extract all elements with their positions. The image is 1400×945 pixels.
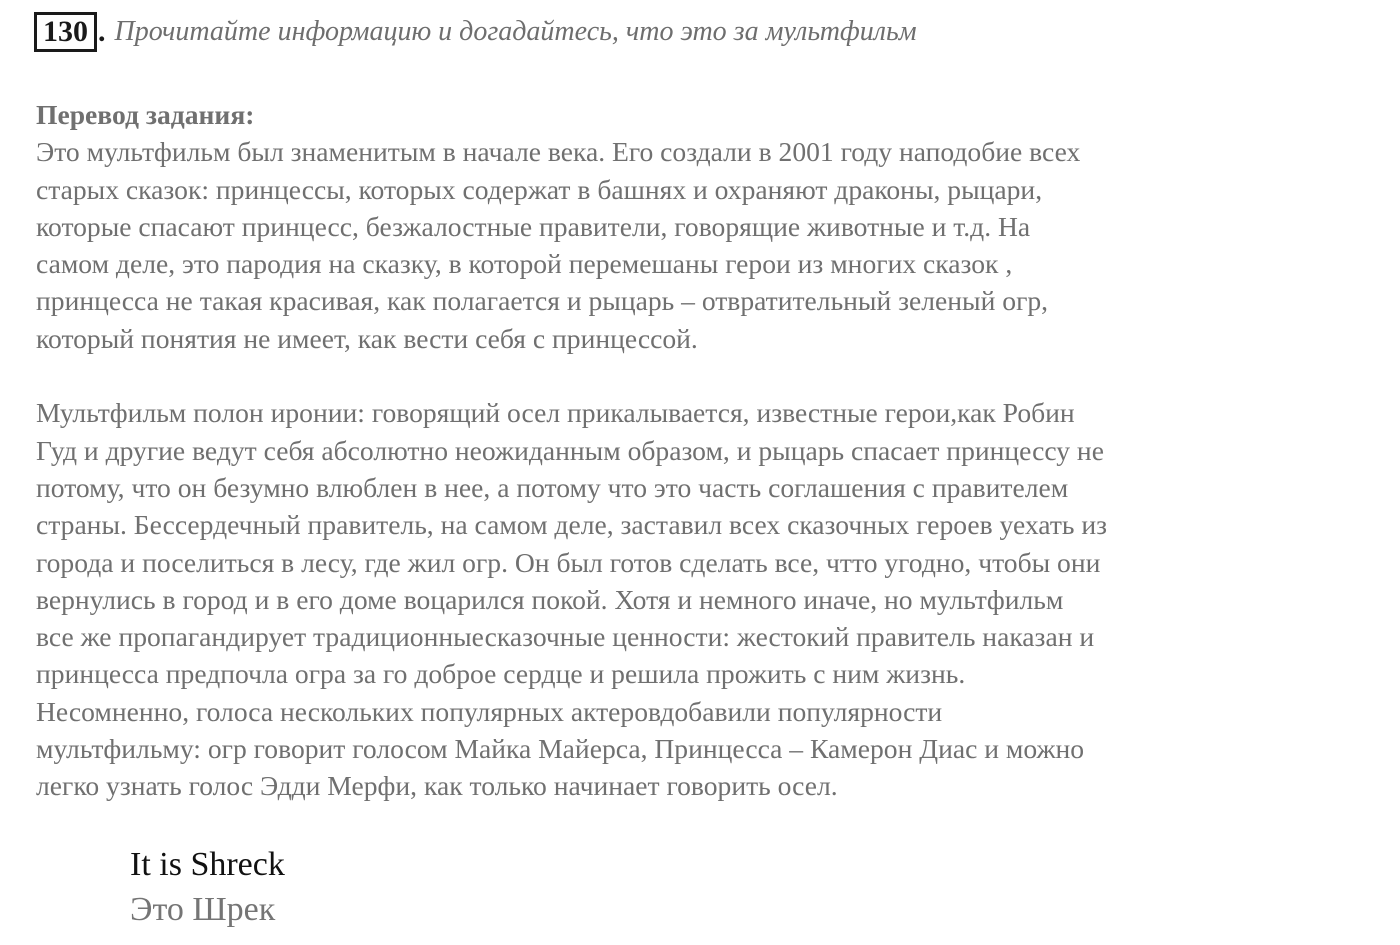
task-number-dot: . — [98, 15, 106, 48]
text-line: которые спасают принцесс, безжалостные правители, говорящие животные и т.д. На — [36, 210, 1031, 242]
text-line: потому, что он безумно влюблен в нее, а потому что это часть соглашения с правителем — [36, 471, 1069, 503]
text-line: принцесса не такая красивая, как полагается и рыцарь – отвратительный зеленый огр, — [36, 285, 1049, 317]
text-line: Гуд и другие ведут себя абсолютно неожиданным образом, и рыцарь спасает принцессу не — [36, 434, 1104, 466]
text-line: мультфильму: огр говорит голосом Майка Майерса, Принцесса – Камерон Диас и можно — [36, 733, 1085, 765]
paragraph-2 — [36, 394, 1376, 804]
text-line: города и поселиться в лесу, где жил огр. Он был готов сделать все, чтто угодно, чтобы они — [36, 546, 1101, 578]
text-line: принцесса предпочла огра за го доброе сердце и решила прожить с ним жизнь. — [36, 658, 966, 690]
task-number-box: 130 — [34, 12, 97, 52]
text-line: вернулись в город и в его доме воцарился покой. Хотя и немного иначе, но мультфильм — [36, 583, 1064, 615]
answer-section — [130, 842, 285, 932]
text-line: самом деле, это пародия на сказку, в которой перемешаны герои из многих сказок , — [36, 248, 1013, 280]
text-line: Мультфильм полон иронии: говорящий осел прикалывается, известные герои,как Робин — [36, 397, 1075, 429]
text-line: Это мультфильм был знаменитым в начале века. Его создали в 2001 году наподобие всех — [36, 136, 1081, 168]
translation-heading: Перевод задания: — [36, 99, 255, 130]
task-instruction: Прочитайте информацию и догадайтесь, что это за мультфильм — [114, 16, 917, 47]
translation-section — [36, 96, 1376, 805]
text-line: все же пропагандирует традиционныесказочные ценности: жестокий правитель наказан и — [36, 621, 1095, 653]
text-line: страны. Бессердечный правитель, на самом деле, заставил всех сказочных героев уехать из — [36, 509, 1108, 541]
text-line: Несомненно, голоса нескольких популярных актеровдобавили популярности — [36, 695, 943, 727]
answer-english: It is Shreck — [130, 846, 285, 883]
paragraph-gap — [36, 357, 1376, 394]
text-line: который понятия не имеет, как вести себя с принцессой. — [36, 322, 698, 354]
task-header — [34, 12, 917, 52]
paragraph-1 — [36, 133, 1376, 357]
text-line: легко узнать голос Эдди Мерфи, как только начинает говорить осел. — [36, 770, 838, 802]
text-line: старых сказок: принцессы, которых содержат в башнях и охраняют драконы, рыцари, — [36, 173, 1043, 205]
answer-russian: Это Шрек — [130, 891, 276, 928]
